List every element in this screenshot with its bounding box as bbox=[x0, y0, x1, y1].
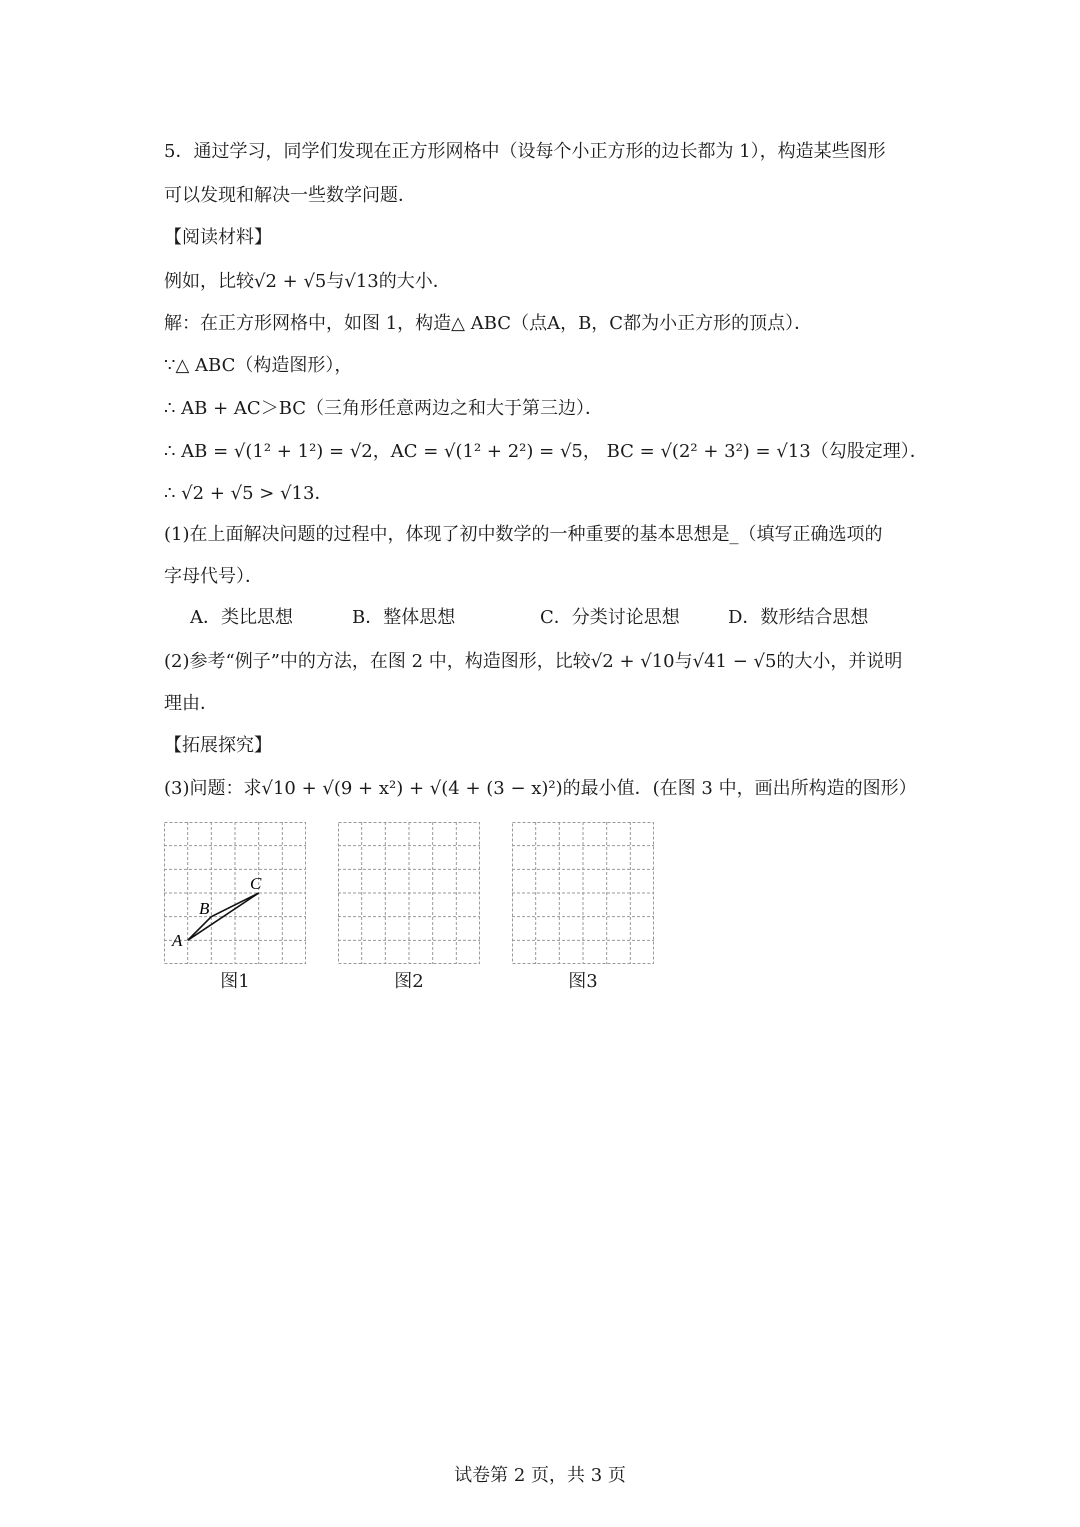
extension-header: 【拓展探究】 bbox=[164, 735, 272, 756]
part3-line: (3)问题：求√10 + √(9 + x²) + √(4 + (3 − x)²)的最小值．(在图 3 中，画出所构造的图形） bbox=[164, 778, 917, 799]
part1-line-2: 字母代号）． bbox=[164, 566, 263, 587]
figure-2-caption: 图2 bbox=[394, 971, 424, 992]
option-a: A．类比思想 bbox=[190, 607, 293, 628]
solution-line: 解：在正方形网格中，如图 1，构造△ ABC（点A，B，C都为小正方形的顶点）． bbox=[164, 313, 813, 334]
reading-material-header: 【阅读材料】 bbox=[164, 227, 272, 248]
point-label-c: C bbox=[250, 874, 262, 893]
therefore-line-2: ∴ AB = √(1² + 1²) = √2，AC = √(1² + 2²) = √5， BC = √(2² + 3²) = √13（勾股定理）． bbox=[164, 441, 928, 462]
question-intro-line-2: 可以发现和解决一些数学问题． bbox=[164, 185, 416, 206]
option-d: D．数形结合思想 bbox=[728, 607, 869, 628]
therefore-line-3: ∴ √2 + √5 > √13． bbox=[164, 483, 333, 504]
figure-2-grid bbox=[338, 822, 480, 964]
option-c: C．分类讨论思想 bbox=[540, 607, 680, 628]
figure-3-grid bbox=[512, 822, 654, 964]
example-line: 例如，比较√2 + √5与√13的大小． bbox=[164, 271, 451, 292]
part2-line-1: (2)参考“例子”中的方法，在图 2 中，构造图形，比较√2 + √10与√41 − √5的大小，并说明 bbox=[164, 651, 903, 672]
point-label-b: B bbox=[199, 899, 210, 918]
part2-line-2: 理由． bbox=[164, 693, 218, 714]
part1-line-1: (1)在上面解决问题的过程中，体现了初中数学的一种重要的基本思想是_（填写正确选项的 bbox=[164, 524, 883, 545]
point-label-a: A bbox=[172, 931, 183, 950]
question-intro-line-1: 5．通过学习，同学们发现在正方形网格中（设每个小正方形的边长都为 1），构造某些图形 bbox=[164, 141, 886, 162]
figure-3-caption: 图3 bbox=[568, 971, 598, 992]
option-b: B．整体思想 bbox=[352, 607, 456, 628]
therefore-line-1: ∴ AB + AC＞BC（三角形任意两边之和大于第三边）． bbox=[164, 398, 604, 419]
because-line: ∵△ ABC（构造图形）， bbox=[164, 355, 353, 376]
figure-1-caption: 图1 bbox=[220, 971, 250, 992]
page-footer: 试卷第 2 页，共 3 页 bbox=[454, 1465, 626, 1486]
figure-1-grid bbox=[164, 822, 306, 964]
